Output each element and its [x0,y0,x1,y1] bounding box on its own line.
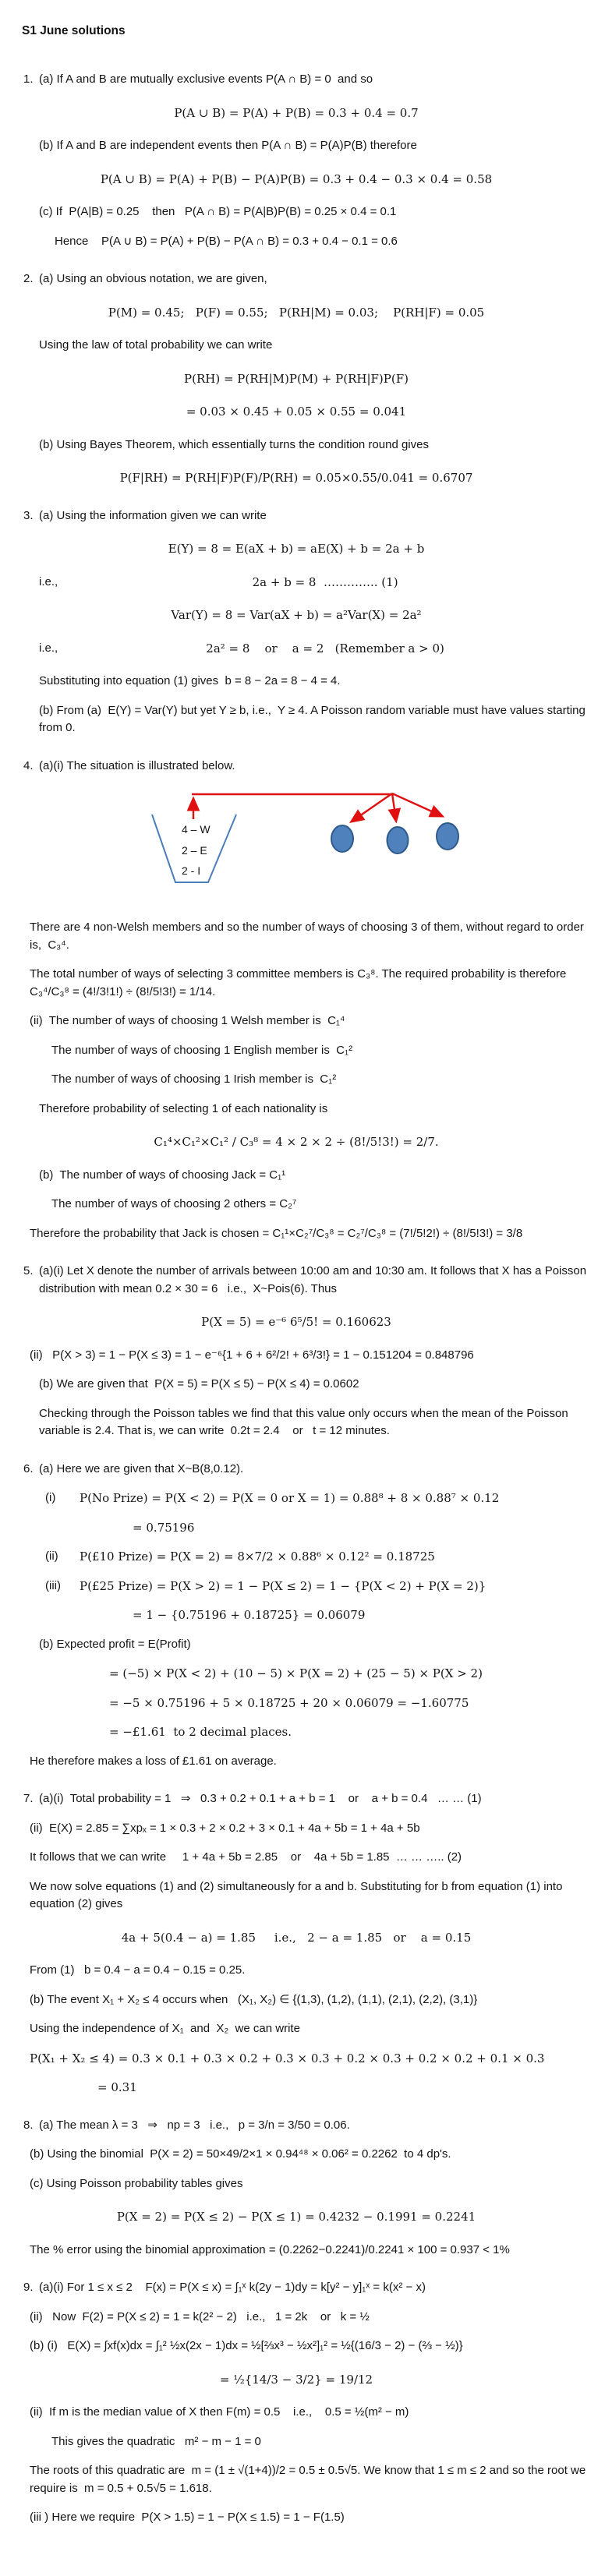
line-q6a [0,1461,593,1479]
line-text: Therefore probability of selecting 1 of each nationality is [39,1101,328,1115]
roman-label: (i) [45,1491,56,1505]
member-circle-3 [437,823,458,850]
line-q9bi [0,2337,593,2355]
equation-text: P(X = 5) = e⁻⁶ 6⁵/5! = 0.160623 [201,1315,391,1330]
item-number: 1. [23,72,34,87]
line-text: Therefore the probability that Jack is chosen = C₁¹×C₂⁷/C₃⁸ = C₂⁷/C₃⁸ = (7!/5!2!) ÷ (8!/5!3!) = 3/8 [30,1226,523,1240]
line-text: (a)(i) Total probability = 1 ⇒ 0.3 + 0.2 + 0.1 + a + b = 1 or a + b = 0.4 … … (1) [39,1792,482,1806]
line-text: (b) Using Bayes Theorem, which essentially turns the condition round gives [39,437,429,451]
line-text: (ii) P(X > 3) = 1 − P(X ≤ 3) = 1 − e⁻⁶{1 + 6 + 6²/2! + 6³/3!} = 1 − 0.151204 = 0.848796 [30,1348,474,1362]
item-number: 7. [23,1792,34,1806]
ie-label: i.e., [39,574,58,588]
roman-label: (iii) [45,1578,61,1592]
line-text: This gives the quadratic m² − m − 1 = 0 [51,2434,261,2448]
line-text: (a) Here we are given that X~B(8,0.12). [39,1461,244,1475]
equation-text: P(A ∪ B) = P(A) + P(B) = 0.3 + 0.4 = 0.7 [174,105,419,120]
line-text: (b) Using the binomial P(X = 2) = 50×49/2×1 × 0.94⁴⁸ × 0.06² = 0.2262 to 4 dp's. [30,2147,451,2161]
equation-text: P(X = 2) = P(X ≤ 2) − P(X ≤ 1) = 0.4232 − 0.1991 = 0.2241 [116,2210,476,2224]
line-q5aii [0,1347,593,1365]
eq-q5a [0,1313,593,1331]
line-q3-subst [0,673,593,691]
equation-text: = 0.75196 [133,1520,195,1535]
line-q4aii-irish [0,1071,593,1089]
line-q8-error [0,2242,593,2260]
line-q8a [0,2117,593,2135]
equation-text: P(A ∪ B) = P(A) + P(B) − P(A)P(B) = 0.3 + 0.4 − 0.3 × 0.4 = 0.58 [100,171,493,186]
line-text: (a)(i) For 1 ≤ x ≤ 2 F(x) = P(X ≤ x) = ∫₁ˣ k(2y − 1)dy = k[y² − y]₁ˣ = k(x² − x) [39,2281,426,2295]
line-text: It follows that we can write 1 + 4a + 5b = 2.85 or 4a + 5b = 1.85 … … ….. (2) [30,1850,462,1864]
line-q1b [0,137,593,155]
line-q9bii-median [0,2404,593,2422]
eq-q3-ie2 [0,640,593,658]
equation-text: P(F|RH) = P(RH|F)P(F)/P(RH) = 0.05×0.55/0.041 = 0.6707 [119,471,473,486]
eq-q2-rh [0,370,593,388]
line-text: The number of ways of choosing 2 others = C₂⁷ [51,1197,297,1211]
committee-selection-diagram [0,786,593,903]
line-q7b-event [0,1991,593,2009]
line-q2-total-prob [0,337,593,355]
line-q4b-jack [0,1167,593,1185]
line-text: Hence P(A ∪ B) = P(A) + P(B) − P(A ∩ B) = 0.3 + 0.4 − 0.1 = 0.6 [55,234,398,248]
line-q4b-probability [0,1225,593,1243]
equation-text: 4a + 5(0.4 − a) = 1.85 i.e., 2 − a = 1.85 or a = 0.15 [121,1930,472,1945]
equation-text: P(M) = 0.45; P(F) = 0.55; P(RH|M) = 0.03; P(RH|F) = 0.05 [108,305,485,320]
line-q6b-loss [0,1753,593,1771]
line-text: (a) The mean λ = 3 ⇒ np = 3 i.e., p = 3/n = 3/50 = 0.06. [39,2118,350,2132]
item-number: 3. [23,508,34,522]
line-text: (b) From (a) E(Y) = Var(Y) but yet Y ≥ b, i.e., Y ≥ 4. A Poisson random variable must have values starting from 0. [39,703,589,735]
equation-text: C₁⁴×C₁²×C₁² / C₃⁸ = 4 × 2 × 2 ÷ (8!/5!3!) = 2/7. [154,1135,439,1150]
arrow-to-seat-2 [392,793,396,821]
equation-text: P(£25 Prize) = P(X > 2) = 1 − P(X ≤ 2) = 1 − {P(X < 2) + P(X = 2)} [80,1578,486,1593]
eq-q7-solve [0,1929,593,1947]
line-q5b [0,1376,593,1394]
equation-text: 2a² = 8 or a = 2 (Remember a > 0) [206,641,444,655]
arrow-to-seat-1 [352,793,392,822]
eq-q1b [0,171,593,189]
eq-q7b-value [0,2079,593,2097]
page-title-text: S1 June solutions [22,24,126,37]
equation-text: = (−5) × P(X < 2) + (10 − 5) × P(X = 2) + (25 − 5) × P(X > 2) [109,1666,483,1681]
eq-q2-rh-value [0,403,593,421]
bag-label-irish: 2 - I [182,864,201,878]
item-number: 8. [23,2118,34,2132]
line-q4-total-ways [0,966,593,1001]
eq-q2-given [0,304,593,322]
equation-text: = −£1.61 to 2 decimal places. [109,1725,292,1740]
line-text: The total number of ways of selecting 3 committee members is C₃⁸. The required probability is therefore C₃⁴/C₃⁸ = (4!/3!1!) ÷ (8!/5!3!) = 1/14. [30,967,579,998]
line-q7-from1 [0,1962,593,1980]
line-text: We now solve equations (1) and (2) simultaneously for a and b. Substituting for b from equation (1) into equation (2) gives [30,1879,566,1911]
line-text: The number of ways of choosing 1 Irish member is C₁² [51,1072,337,1087]
line-q8b [0,2146,593,2164]
page-title [0,22,593,40]
eq-q6ai [0,1489,593,1507]
eq-q3-var [0,606,593,624]
line-q1c [0,203,593,221]
equation-text: = 0.03 × 0.45 + 0.05 × 0.55 = 0.041 [186,405,407,419]
equation-text: = −5 × 0.75196 + 5 × 0.18725 + 20 × 0.06079 = −1.60775 [109,1695,469,1710]
line-q7ai [0,1790,593,1808]
equation-text: = 1 − {0.75196 + 0.18725} = 0.06079 [133,1608,366,1623]
line-q1c-hence [0,233,593,251]
eq-q6aiii-value [0,1606,593,1624]
equation-text: E(Y) = 8 = E(aX + b) = aE(X) + b = 2a + b [168,542,425,557]
line-q4aii-welsh [0,1012,593,1030]
eq-q3-ey [0,540,593,558]
line-text: (b) Expected profit = E(Profit) [39,1637,191,1651]
eq-q6b-2 [0,1694,593,1712]
item-number: 2. [23,272,34,286]
line-q7b-independence [0,2020,593,2038]
member-circle-2 [387,827,409,853]
line-text: The roots of this quadratic are m = (1 ± √(1+4))/2 = 0.5 ± 0.5√5. We know that 1 ≤ m ≤ 2 and so the root we require is m = 0.5 + 0.5√5 = 1.618. [30,2464,589,2495]
line-text: The % error using the binomial approximation = (0.2262−0.2241)/0.2241 × 100 = 0.937 < 1% [30,2242,510,2256]
arrow-to-seat-3 [392,793,442,816]
line-text: Checking through the Poisson tables we find that this value only occurs when the mean of the Poisson variable is 2.4. That is, we can write 0.2t = 2.4 or t = 12 minutes. [39,1406,571,1438]
eq-q6aii [0,1548,593,1566]
eq-q2b-bayes [0,469,593,487]
line-q7-follows [0,1849,593,1867]
line-text: (a) If A and B are mutually exclusive events P(A ∩ B) = 0 and so [39,72,373,87]
line-q9ai [0,2279,593,2297]
eq-q7b-sum [0,2050,593,2068]
line-q1a [0,71,593,89]
line-text: Using the independence of X₁ and X₂ we can write [30,2022,300,2036]
line-q7-solve [0,1878,593,1913]
line-text: (c) If P(A|B) = 0.25 then P(A ∩ B) = P(A|B)P(B) = 0.25 × 0.4 = 0.1 [39,205,397,219]
roman-label: (ii) [45,1549,58,1564]
line-q4aii-therefore [0,1101,593,1118]
line-text: (b) The event X₁ + X₂ ≤ 4 occurs when (X₁, X₂) ∈ {(1,3), (1,2), (1,1), (2,1), (2,2), (3,1)} [30,1992,478,2006]
line-q9aii [0,2309,593,2327]
line-text: (a)(i) The situation is illustrated below. [39,758,235,772]
line-q4-nonwelsh [0,919,593,954]
line-text: From (1) b = 0.4 − a = 0.4 − 0.15 = 0.25. [30,1963,246,1977]
line-text: (c) Using Poisson probability tables gives [30,2176,243,2190]
line-text: There are 4 non-Welsh members and so the number of ways of choosing 3 of them, without regard to order is, C₃⁴. [30,921,588,952]
line-text: Using the law of total probability we can write [39,338,273,352]
line-q4a [0,758,593,776]
line-text: (a)(i) Let X denote the number of arrivals between 10:00 am and 10:30 am. It follows that X has a Poisson distribution with mean 0.2 × 30 = 6 i.e., X~Pois(6). Thus [39,1264,590,1295]
bag-label-english: 2 – E [182,844,207,857]
eq-q8c [0,2208,593,2226]
item-number: 9. [23,2281,34,2295]
line-q9bii-quadratic [0,2433,593,2451]
equation-text: P(£10 Prize) = P(X = 2) = 8×7/2 × 0.88⁶ × 0.12² = 0.18725 [80,1549,435,1564]
line-text: (b) (i) E(X) = ∫xf(x)dx = ∫₁² ½x(2x − 1)dx = ½[⅔x³ − ½x²]₁² = ½{(16/3 − 2) − (⅔ − ½)} [30,2339,463,2353]
equation-text: = 0.31 [97,2080,137,2095]
eq-q9bi-value [0,2371,593,2389]
equation-text: Var(Y) = 8 = Var(aX + b) = a²Var(X) = 2a² [171,608,422,623]
ie-label: i.e., [39,641,58,655]
eq-q3-ie1 [0,574,593,592]
line-q9bii-roots [0,2462,593,2497]
line-q9biii [0,2509,593,2527]
line-q5a [0,1263,593,1298]
line-text: (ii) The number of ways of choosing 1 Welsh member is C₁⁴ [30,1014,345,1028]
line-text: Substituting into equation (1) gives b = 8 − 2a = 8 − 4 = 4. [39,674,341,688]
line-q2b [0,436,593,454]
eq-q6b-3 [0,1723,593,1741]
line-text: (ii) Now F(2) = P(X ≤ 2) = 1 = k(2² − 2) i.e., 1 = 2k or k = ½ [30,2309,370,2323]
equation-text: P(RH) = P(RH|M)P(M) + P(RH|F)P(F) [184,371,409,386]
item-number: 4. [23,758,34,772]
line-q6b [0,1636,593,1654]
line-text: (b) We are given that P(X = 5) = P(X ≤ 5) − P(X ≤ 4) = 0.0602 [39,1377,359,1391]
bag-label-welsh: 4 – W [182,823,211,836]
item-number: 6. [23,1461,34,1475]
line-q4b-others [0,1196,593,1214]
line-text: (iii ) Here we require P(X > 1.5) = 1 − P(X ≤ 1.5) = 1 − F(1.5) [30,2511,345,2525]
line-q3b [0,702,593,737]
equation-text: P(No Prize) = P(X < 2) = P(X = 0 or X = 1) = 0.88⁸ + 8 × 0.88⁷ × 0.12 [80,1491,500,1506]
line-text: (b) If A and B are independent events then P(A ∩ B) = P(A)P(B) therefore [39,139,417,153]
line-q5b-checking [0,1405,593,1440]
member-circle-1 [331,825,353,852]
line-text: (ii) E(X) = 2.85 = ∑xpₓ = 1 × 0.3 + 2 × 0.2 + 3 × 0.1 + 4a + 5b = 1 + 4a + 5b [30,1821,420,1835]
line-text: The number of ways of choosing 1 English member is C₁² [51,1043,353,1057]
item-number: 5. [23,1264,34,1278]
line-text: (a) Using an obvious notation, we are given, [39,272,267,286]
line-text: (ii) If m is the median value of X then F(m) = 0.5 i.e., 0.5 = ½(m² − m) [30,2405,409,2419]
eq-q6ai-value [0,1519,593,1537]
line-text: (a) Using the information given we can write [39,508,267,522]
line-q8c [0,2175,593,2193]
equation-text: = ½{14/3 − 3/2} = 19/12 [219,2372,373,2387]
line-text: (b) The number of ways of choosing Jack = C₁¹ [39,1168,286,1182]
line-q7aii [0,1820,593,1838]
eq-q4aii [0,1133,593,1151]
line-q2a [0,270,593,288]
equation-text: P(X₁ + X₂ ≤ 4) = 0.3 × 0.1 + 0.3 × 0.2 + 0.3 × 0.3 + 0.2 × 0.3 + 0.2 × 0.2 + 0.1 × 0.3 [30,2051,545,2065]
eq-q6b-1 [0,1665,593,1683]
eq-q1a [0,104,593,122]
equation-text: 2a + b = 8 ………….. (1) [252,574,398,589]
line-q3a [0,507,593,525]
line-q4aii-english [0,1042,593,1060]
line-text: He therefore makes a loss of £1.61 on average. [30,1754,277,1768]
eq-q6aiii [0,1578,593,1595]
